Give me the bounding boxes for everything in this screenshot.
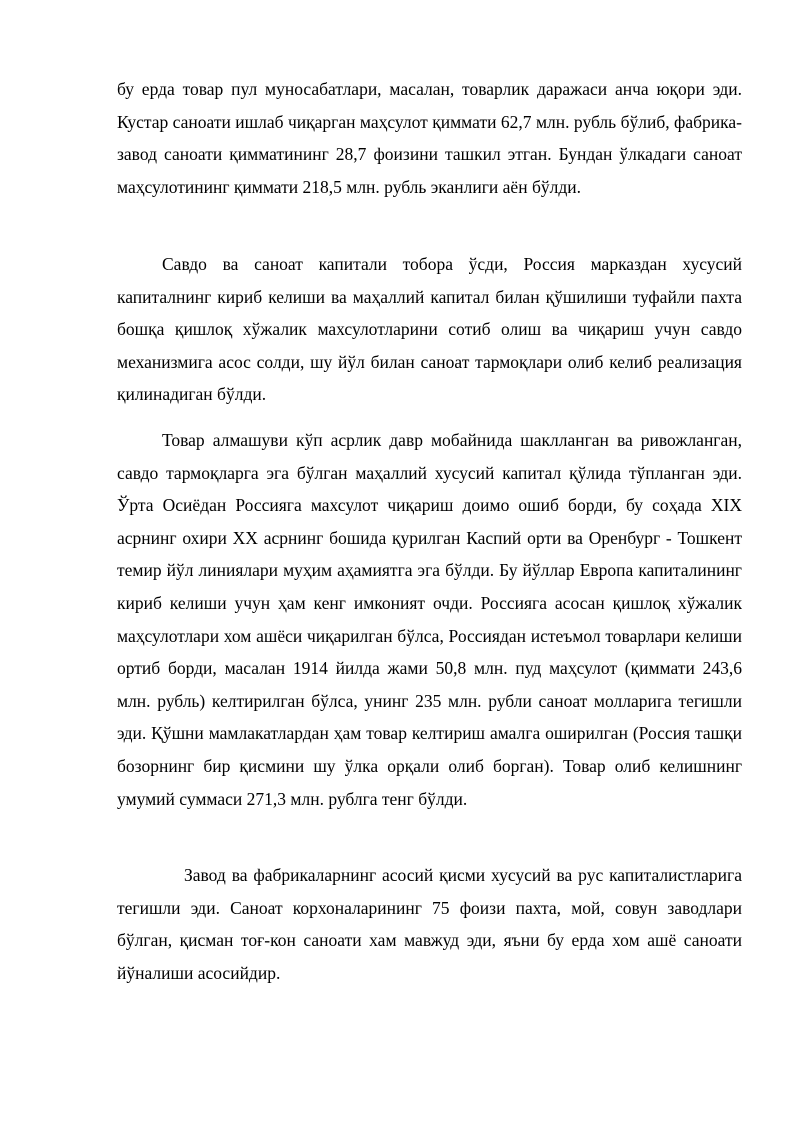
paragraph-commodity-exchange: [117, 424, 742, 815]
paragraph-text: Савдо ва саноат капитали тобора ўсди, Россия марказдан хусусий капиталнинг кириб келиши ва маҳаллий капитал билан қўшилиши туфайли пахта бошқа қишлоқ хўжалик махсулотларини сотиб олиш ва чиқариш учун савдо механизмига асос солди, шу йўл билан саноат тармоқлари олиб келиб реализация қилинадиган бўлди.: [117, 254, 742, 405]
paragraph-text: Завод ва фабрикаларнинг асосий қисми хусусий ва рус капиталистларига тегишли эди. Саноат корхоналарининг 75 фоизи пахта, мой, совун заводлари бўлган, қисман тоғ-кон саноати хам мавжуд эди, яъни бу ерда хом ашё саноати йўналиши асосийдир.: [117, 865, 742, 983]
paragraph-text: Товар алмашуви кўп асрлик давр мобайнида шаклланган ва ривожланган, савдо тармоқларга эга бўлган маҳаллий хусусий капитал қўлида тўпланган эди. Ўрта Осиёдан Россияга махсулот чиқариш доимо ошиб борди, бу соҳада XIX асрнинг охири XX асрнинг бошида қурилган Каспий орти ва Оренбург - Тошкент темир йўл линиялари муҳим аҳамиятга эга бўлди. Бу йўллар Европа капиталининг кириб келиши учун ҳам кенг имконият очди. Россияга асосан қишлоқ хўжалик маҳсулотлари хом ашёси чиқарилган бўлса, Россиядан истеъмол товарлари келиши ортиб борди, масалан 1914 йилда жами 50,8 млн. пуд маҳсулот (қиммати 243,6 млн. рубль) келтирилган бўлса, унинг 235 млн. рубли саноат молларига тегишли эди. Қўшни мамлакатлардан ҳам товар келтириш амалга оширилган (Россия ташқи бозорнинг бир қисмини шу ўлка орқали олиб борган). Товар олиб келишнинг умумий суммаси 271,3 млн. рублга тенг бўлди.: [117, 430, 742, 809]
paragraph-factories: [117, 859, 742, 989]
paragraph-trade-capital: [117, 248, 742, 411]
paragraph-continuation: [117, 73, 742, 203]
paragraph-text: бу ерда товар пул муносабатлари, масалан, товарлик даражаси анча юқори эди. Кустар саноати ишлаб чиқарган маҳсулот қиммати 62,7 млн. рубль бўлиб, фабрика-завод саноати қимматининг 28,7 фоизини ташкил этган. Бундан ўлкадаги саноат маҳсулотининг қиммати 218,5 млн. рубль эканлиги аён бўлди.: [117, 79, 742, 197]
